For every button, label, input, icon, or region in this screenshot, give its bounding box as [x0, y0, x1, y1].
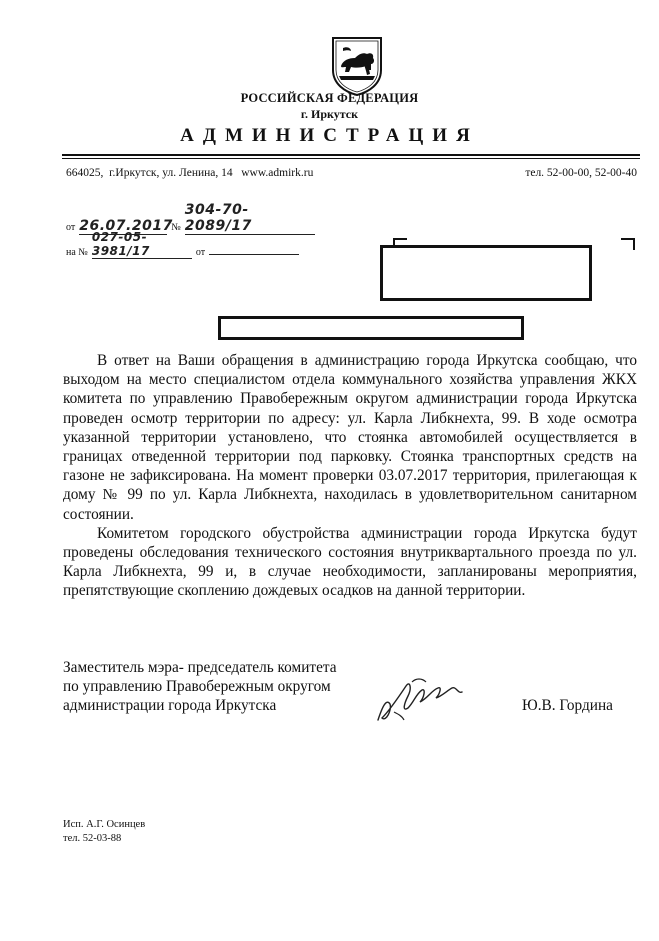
signatory-name: Ю.В. Гордина: [522, 697, 613, 714]
incoming-number: 027-05-3981/17: [92, 230, 192, 259]
incoming-reference: [66, 230, 299, 260]
city-name: г. Иркутск: [300, 107, 359, 121]
signatory-line-3: администрации города Иркутска: [63, 697, 277, 715]
executor-phone: тел. 52-03-88: [63, 833, 122, 844]
outgoing-date: 26.07.2017: [79, 218, 173, 234]
letterhead-title: АДМИНИСТРАЦИЯ: [180, 125, 479, 146]
addressee-bracket-right: [621, 238, 635, 250]
handwritten-signature: [372, 668, 482, 734]
reply-date-label: от: [195, 247, 206, 258]
signatory-line-1: Заместитель мэра- председатель комитета: [63, 659, 337, 676]
signatory-line-2: по управлению Правобережным округом: [63, 678, 331, 696]
reply-label: на №: [66, 247, 88, 258]
date-label: от: [66, 222, 76, 233]
letterhead-address: 664025, г.Иркутск, ул. Ленина, 14 www.admirk.ru: [66, 167, 314, 179]
executor-name: Исп. А.Г. Осинцев: [63, 819, 146, 830]
executor-info: [63, 818, 145, 846]
body-paragraph-2: Комитетом городского обустройства администрации города Иркутска будут проведены обследования технического состояния внутриквартального проезда по ул. Карла Либкнехта, 99 и, в случае необходимости, запланированы мероприятия, препятствующие скоплению дождевых осадков на данной территории.: [63, 524, 637, 600]
incoming-date-blank: [209, 242, 299, 255]
redacted-addressee: [380, 245, 592, 301]
signatory-position: [63, 658, 337, 716]
letter-body: [63, 351, 637, 601]
letterhead-phone: тел. 52-00-00, 52-00-40: [525, 167, 637, 179]
irkutsk-coat-of-arms-icon: [329, 36, 385, 96]
number-label: №: [171, 222, 181, 233]
header-divider-thin: [62, 158, 640, 159]
outgoing-number: 304-70-2089/17: [185, 202, 315, 235]
redacted-salutation: [218, 316, 524, 340]
header-divider: [62, 154, 640, 156]
country-name: РОССИЙСКАЯ ФЕДЕРАЦИЯ: [240, 91, 419, 105]
body-paragraph-1: В ответ на Ваши обращения в администрацию города Иркутска сообщаю, что выходом на место специалистом отдела коммунального хозяйства управления ЖКХ комитета по управлению Правобережным округом администрации города Иркутска проведен осмотр территории по адресу: ул. Карла Либкнехта, 99. В ходе осмотра указанной территории установлено, что стоянка автомобилей осуществляется в границах отведенной территории под парковку. Стоянка транспортных средств на газоне не зафиксирована. На момент проверки 03.07.2017 территория, прилегающая к дому № 99 по ул. Карла Либкнехта, находилась в удовлетворительном санитарном состоянии.: [63, 352, 637, 523]
